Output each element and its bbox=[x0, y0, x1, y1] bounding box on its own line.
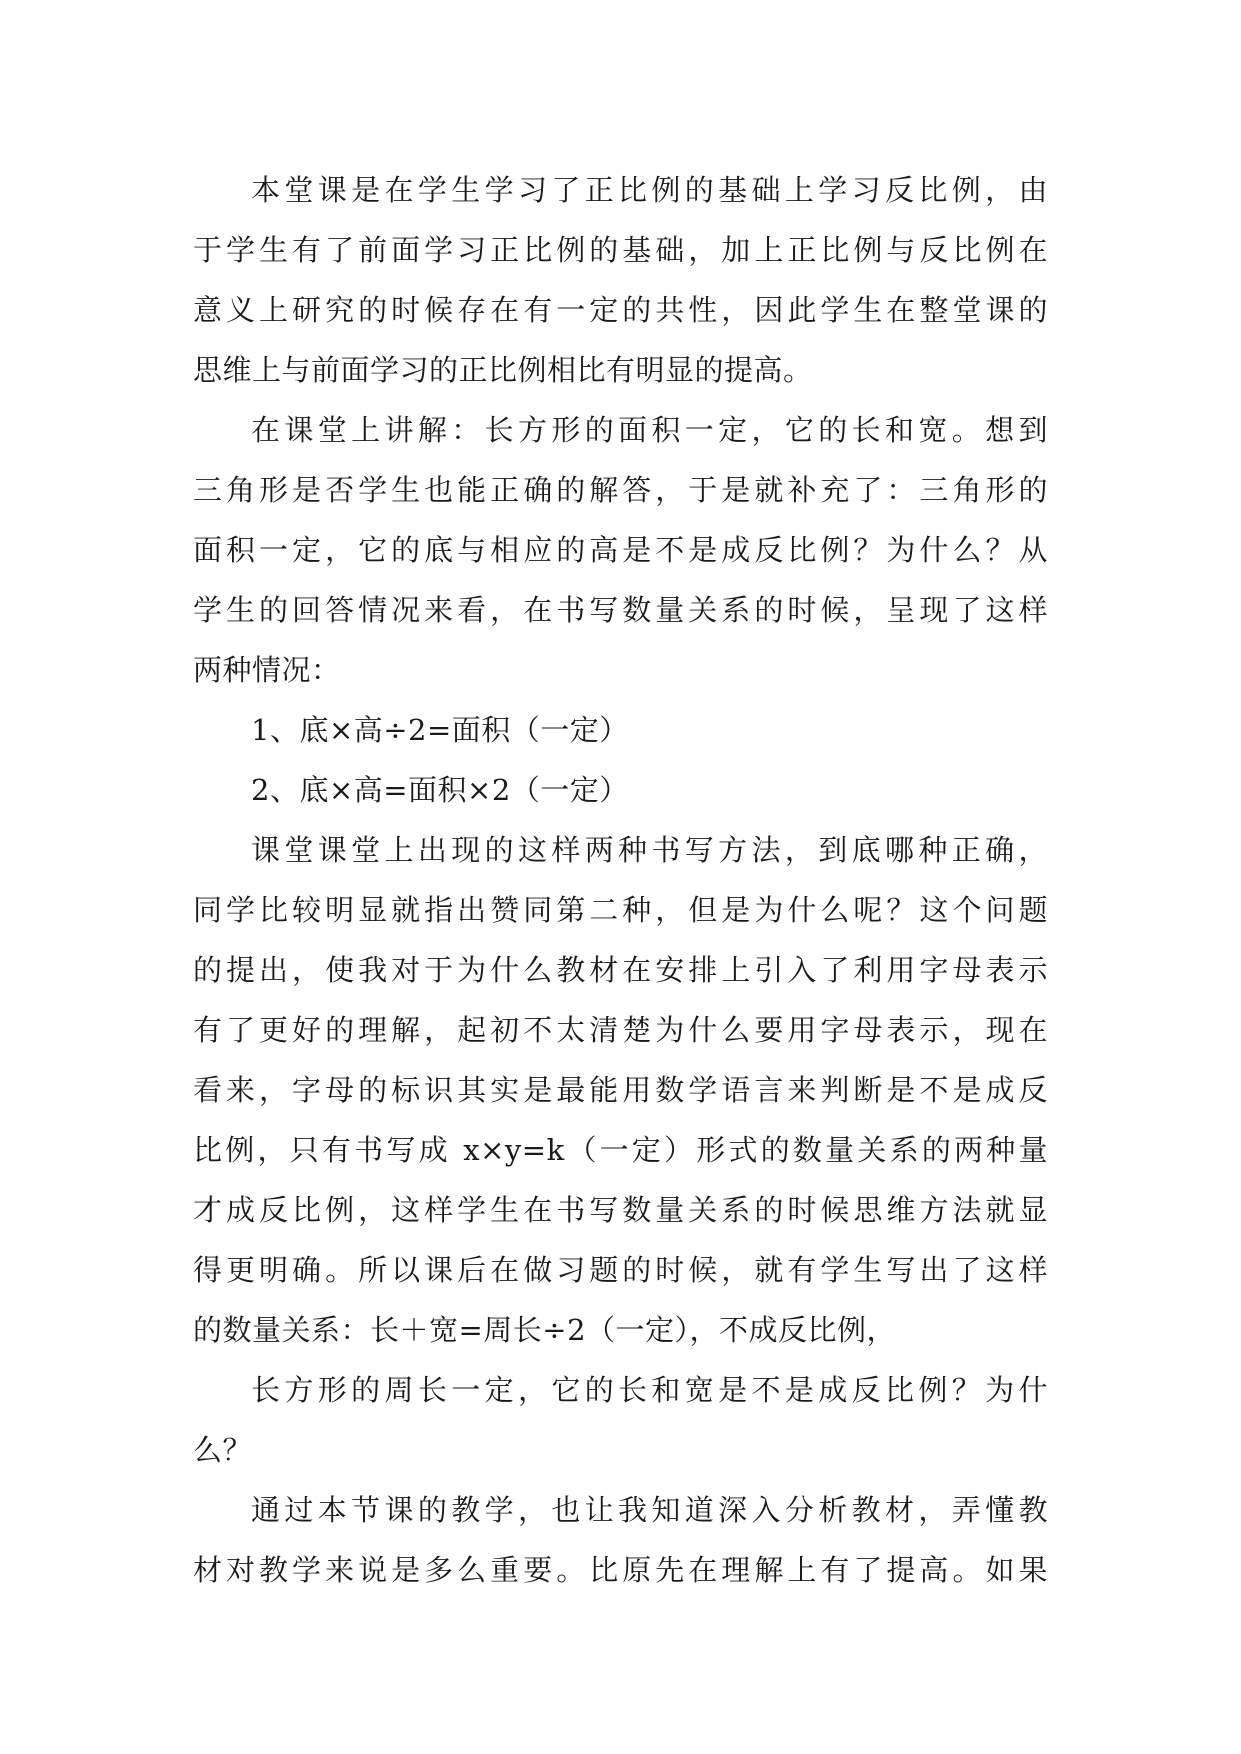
text-line: 思维上与前面学习的正比例相比有明显的提高。 bbox=[193, 353, 813, 387]
text-line: 的提出，使我对于为什么教材在安排上引入了利用字母表示 bbox=[193, 953, 1048, 987]
paragraph bbox=[193, 820, 1048, 1360]
text-line: 看来，字母的标识其实是最能用数学语言来判断是不是成反 bbox=[193, 1073, 1048, 1107]
formula-line: 2、底×高=面积×2（一定） bbox=[251, 773, 629, 807]
formula-paragraph bbox=[193, 700, 1048, 760]
text-line: 材对教学来说是多么重要。比原先在理解上有了提高。如果 bbox=[193, 1553, 1048, 1587]
paragraph bbox=[193, 1480, 1048, 1600]
text-line: 三角形是否学生也能正确的解答，于是就补充了：三角形的 bbox=[193, 473, 1048, 507]
paragraph bbox=[193, 400, 1048, 700]
text-line: 长方形的周长一定，它的长和宽是不是成反比例？为什 bbox=[251, 1373, 1048, 1407]
text-line: 得更明确。所以课后在做习题的时候，就有学生写出了这样 bbox=[193, 1253, 1048, 1287]
text-line: 么？ bbox=[193, 1433, 253, 1467]
paragraph bbox=[193, 160, 1048, 400]
text-line: 在课堂上讲解：长方形的面积一定，它的长和宽。想到 bbox=[251, 413, 1048, 447]
formula-line: 1、底×高÷2=面积（一定） bbox=[251, 713, 629, 747]
text-line: 课堂课堂上出现的这样两种书写方法，到底哪种正确， bbox=[251, 833, 1048, 867]
text-line: 比例，只有书写成 x×y=k（一定）形式的数量关系的两种量 bbox=[193, 1133, 1048, 1167]
text-line: 同学比较明显就指出赞同第二种，但是为什么呢？这个问题 bbox=[193, 893, 1048, 927]
text-line: 的数量关系：长＋宽=周长÷2（一定），不成反比例， bbox=[193, 1313, 897, 1347]
text-line: 才成反比例，这样学生在书写数量关系的时候思维方法就显 bbox=[193, 1193, 1048, 1227]
paragraph bbox=[193, 1360, 1048, 1480]
text-line: 通过本节课的教学，也让我知道深入分析教材，弄懂教 bbox=[251, 1493, 1048, 1527]
text-line: 有了更好的理解，起初不太清楚为什么要用字母表示，现在 bbox=[193, 1013, 1048, 1047]
text-line: 面积一定，它的底与相应的高是不是成反比例？为什么？从 bbox=[193, 533, 1048, 567]
text-line: 意义上研究的时候存在有一定的共性，因此学生在整堂课的 bbox=[193, 293, 1048, 327]
formula-paragraph bbox=[193, 760, 1048, 820]
document-body bbox=[193, 160, 1048, 1600]
text-line: 学生的回答情况来看，在书写数量关系的时候，呈现了这样 bbox=[193, 593, 1048, 627]
text-line: 本堂课是在学生学习了正比例的基础上学习反比例，由 bbox=[251, 173, 1048, 207]
text-line: 两种情况： bbox=[193, 653, 341, 687]
text-line: 于学生有了前面学习正比例的基础，加上正比例与反比例在 bbox=[193, 233, 1048, 267]
